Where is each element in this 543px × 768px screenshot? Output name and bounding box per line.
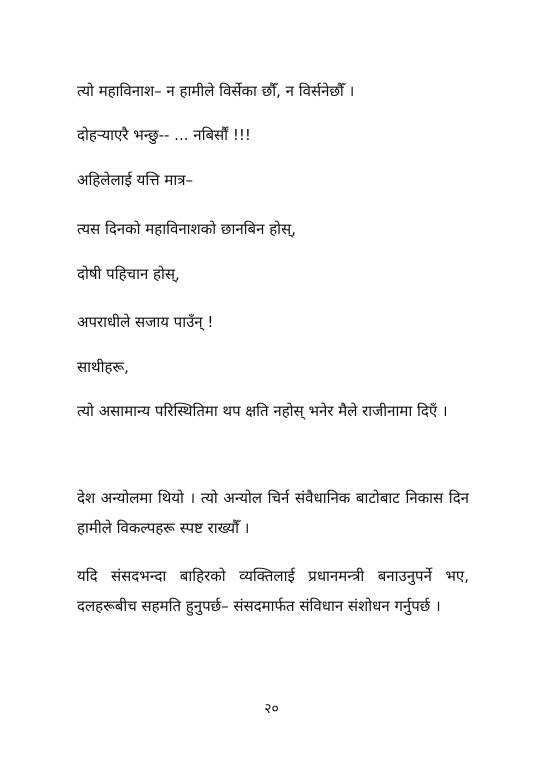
paragraph-8: त्यो असामान्य परिस्थितिमा थप क्षति नहोस् भनेर मैले राजीनामा दिएँ । [77,402,448,420]
paragraph-6: अपराधीले सजाय पाउँन् ! [77,313,214,331]
paragraph-3: अहिलेलाई यत्ति मात्र– [77,171,194,189]
paragraph-5: दोषी पहिचान होस्, [77,265,180,283]
paragraph-9: देश अन्योलमा थियो । त्यो अन्योल चिर्न संवैधानिक बाटोबाट निकास दिन हामीले विकल्पहरू स्पष्ट राख्यौँ । [77,489,469,537]
paragraph-7: साथीहरू, [77,358,129,376]
paragraph-4: त्यस दिनको महाविनाशको छानबिन होस्, [77,220,296,238]
paragraph-1: त्यो महाविनाश– न हामीले विर्सेका छौँ, न विर्सनेछौँ । [77,82,355,100]
page-number: २० [264,701,279,717]
paragraph-10: यदि संसदभन्दा बाहिरको व्यक्तिलाई प्रधानमन्त्री बनाउनुपर्ने भए, दलहरूबीच सहमति हुनुपर्छ– संसदमार्फत संविधान संशोधन गर्नुपर्छ । [77,567,469,615]
paragraph-2: दोहऱ्याएरै भन्छु-- ... नबिर्सौं !!! [77,126,251,144]
